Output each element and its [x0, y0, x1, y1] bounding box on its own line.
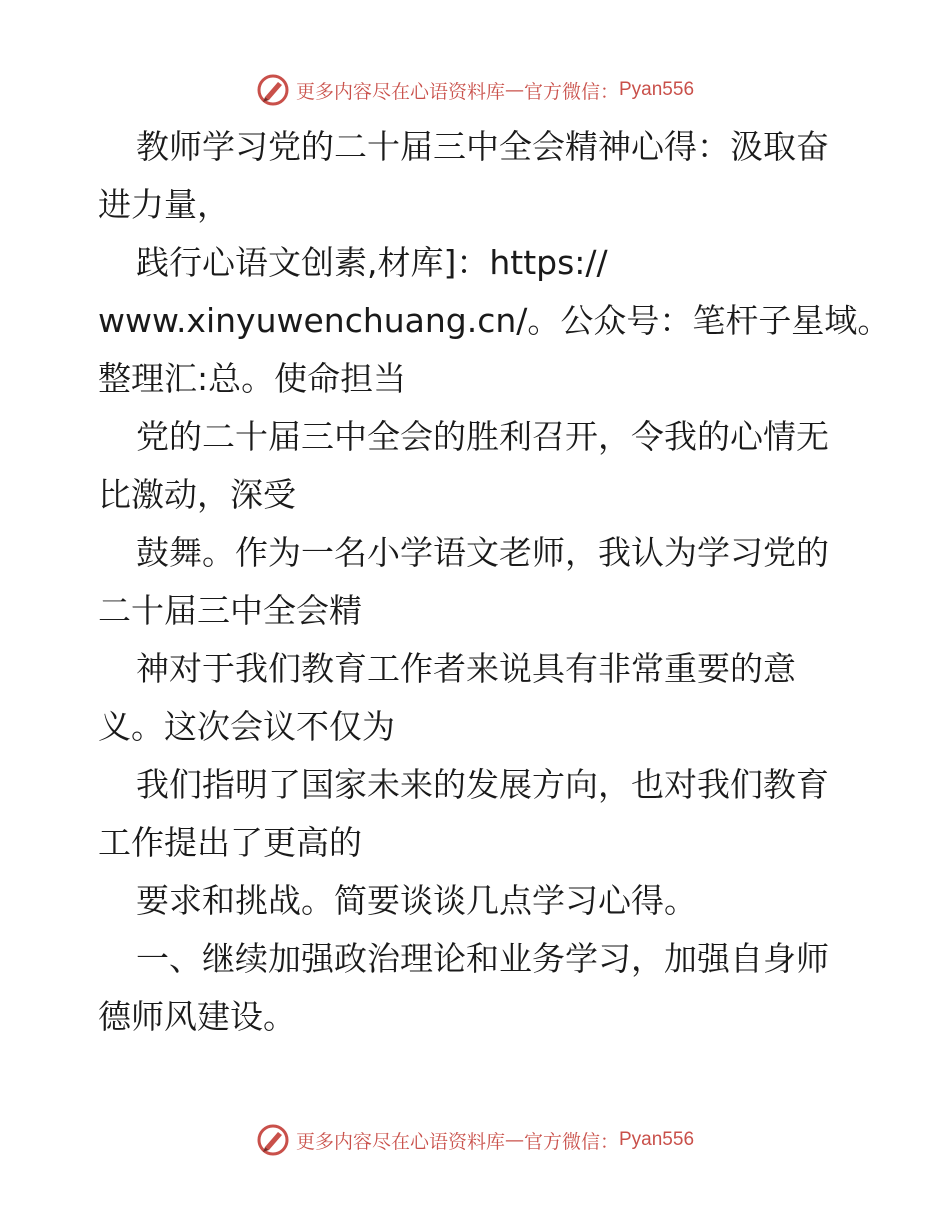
banner-separator: — — [504, 79, 524, 101]
text-line: www.xinyuwenchuang.cn/。公众号：笔杆子星域。 — [98, 301, 891, 340]
text-line: 党的二十届三中全会的胜利召开，令我的心情无 — [136, 417, 829, 456]
text-line: 神对于我们教育工作者来说具有非常重要的意 — [136, 649, 796, 688]
text-line: 工作提出了更高的 — [98, 823, 362, 862]
text-line: 教师学习党的二十届三中全会精神心得：汲取奋 — [136, 127, 829, 166]
banner-wechat-label: 官方微信： — [523, 80, 619, 103]
banner-text: 更多内容尽在心语资料库 — [295, 1130, 505, 1153]
text-line: 鼓舞。作为一名小学语文老师，我认为学习党的 — [136, 533, 829, 572]
pen-logo-icon — [256, 73, 290, 107]
text-line: 德师风建设。 — [98, 997, 296, 1036]
text-line: 义。这次会议不仅为 — [98, 707, 395, 746]
banner-text: 更多内容尽在心语资料库 — [295, 80, 505, 103]
text-line: 我们指明了国家未来的发展方向，也对我们教育 — [136, 765, 829, 804]
text-line: 践行心语文创素,材库]：https:// — [136, 243, 608, 282]
text-line: 进力量， — [98, 185, 230, 224]
text-line: 一、继续加强政治理论和业务学习，加强自身师 — [136, 939, 829, 978]
pen-logo-icon — [256, 1123, 290, 1157]
banner-wechat-label: 官方微信： — [523, 1130, 619, 1153]
banner-wechat-id: Pyan556 — [619, 1129, 695, 1150]
footer-banner — [0, 1120, 950, 1160]
header-banner — [0, 70, 950, 110]
document-body — [98, 118, 891, 1046]
text-line: 二十届三中全会精 — [98, 591, 362, 630]
banner-wechat-id: Pyan556 — [619, 79, 695, 100]
text-line: 要求和挑战。简要谈谈几点学习心得。 — [136, 881, 697, 920]
text-line: 整理汇:总。使命担当 — [98, 359, 407, 398]
text-line: 比激动，深受 — [98, 475, 296, 514]
banner-separator: — — [504, 1129, 524, 1151]
